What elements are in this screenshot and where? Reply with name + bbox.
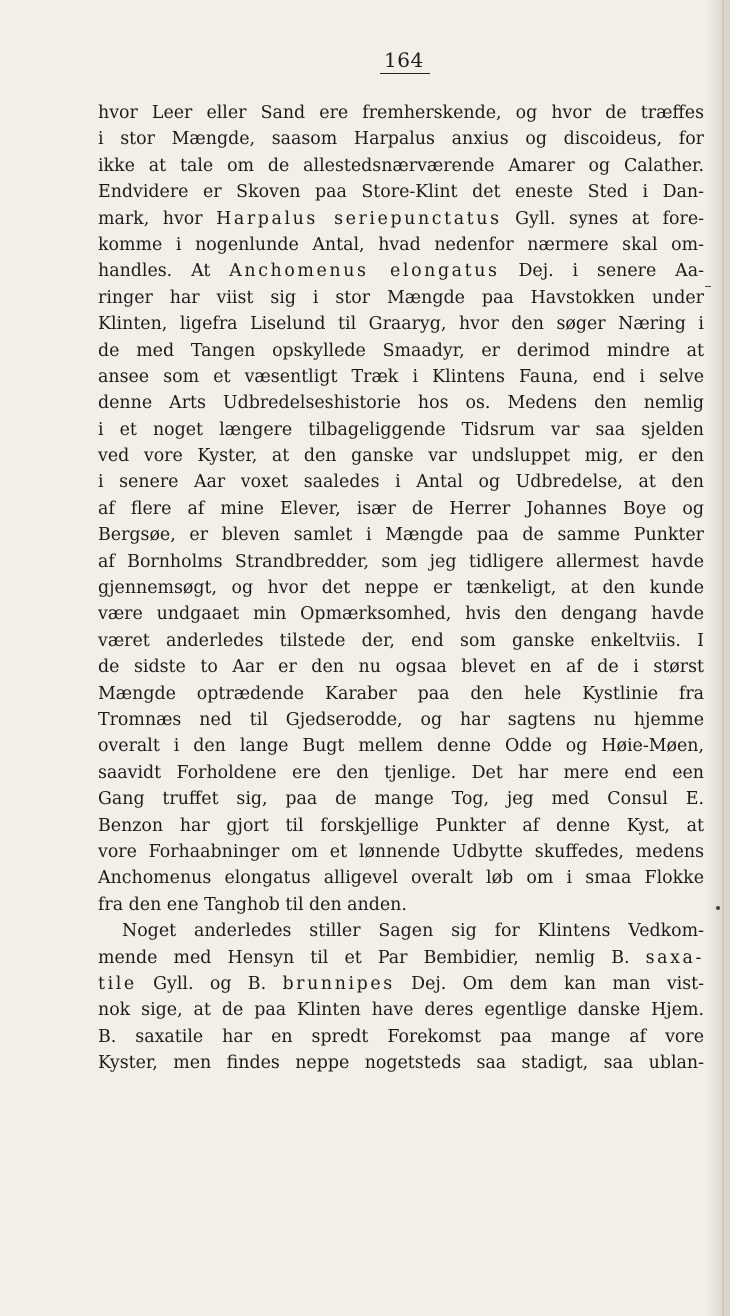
text-line: hvor Leer eller Sand ere fremherskende, og hvor de træffes — [98, 103, 704, 123]
text-line: fra den ene Tanghob til den anden. — [98, 894, 407, 915]
text-line: ikke at tale om de allestedsnærværende Amarer og Calather. — [98, 155, 704, 176]
body-text — [98, 100, 704, 1076]
page-edge — [708, 0, 730, 1316]
page-number: 164 — [380, 48, 430, 74]
text-segment: handles. At — [98, 261, 230, 282]
text-segment: Gyll. og B. — [136, 973, 283, 994]
text-segment: Dej. i senere Aa- — [499, 261, 704, 282]
text-line: denne Arts Udbredelseshistorie hos os. Medens den nemlig — [98, 393, 704, 414]
species-name: saxa- — [645, 947, 704, 968]
text-line: ved vore Kyster, at den ganske var undsluppet mig, er den — [98, 446, 704, 467]
species-name: Anchomenus elongatus — [229, 261, 500, 282]
text-line: de med Tangen opskyllede Smaadyr, er derimod mindre at — [98, 340, 704, 361]
text-line: Gang truffet sig, paa de mange Tog, jeg med Consul E. — [98, 789, 704, 810]
page-edge-line — [722, 0, 724, 1316]
text-line: ringer har viist sig i stor Mængde paa Havstokken under — [98, 287, 704, 308]
species-name: brunnipes — [282, 973, 395, 994]
ink-speck — [716, 906, 720, 910]
text-line: komme i nogenlunde Antal, hvad nedenfor nærmere skal om- — [98, 234, 704, 255]
text-line: Mængde optrædende Karaber paa den hele Kystlinie fra — [98, 683, 704, 704]
text-line: Endvidere er Skoven paa Store-Klint det eneste Sted i Dan- — [98, 182, 704, 203]
text-line — [98, 206, 704, 232]
ink-mark — [705, 286, 711, 287]
text-line: i senere Aar voxet saaledes i Antal og Udbredelse, at den — [98, 472, 704, 493]
text-line: være undgaaet min Opmærksomhed, hvis den dengang havde — [98, 604, 704, 625]
text-line: Noget anderledes stiller Sagen sig for Klintens Vedkom- — [122, 921, 704, 942]
species-name: Harpalus seriepunctatus — [216, 208, 502, 229]
text-segment: mark, hvor — [98, 208, 217, 229]
text-line: saavidt Forholdene ere den tjenlige. Det har mere end een — [98, 762, 704, 783]
text-line: i stor Mængde, saasom Harpalus anxius og discoideus, for — [98, 129, 704, 150]
text-line: Anchomenus elongatus alligevel overalt løb om i smaa Flokke — [98, 868, 704, 889]
text-line — [98, 971, 704, 997]
text-line: gjennemsøgt, og hvor det neppe er tænkeligt, at den kunde — [98, 578, 704, 599]
text-line — [98, 258, 704, 284]
species-name: tile — [98, 973, 137, 994]
text-line: i et noget længere tilbageliggende Tidsrum var saa sjelden — [98, 419, 704, 440]
text-line: Benzon har gjort til forskjellige Punkter af denne Kyst, at — [98, 815, 704, 836]
text-segment: Gyll. synes at fore- — [501, 208, 704, 229]
text-line: Kyster, men findes neppe nogetsteds saa stadigt, saa ublan- — [98, 1053, 704, 1074]
text-line: de sidste to Aar er den nu ogsaa blevet en af de i størst — [98, 657, 704, 678]
text-line: overalt i den lange Bugt mellem denne Odde og Høie-Møen, — [98, 736, 704, 757]
text-line: nok sige, at de paa Klinten have deres egentlige danske Hjem. — [98, 1000, 704, 1021]
text-line — [98, 945, 704, 971]
text-line: af Bornholms Strandbredder, som jeg tidligere allermest havde — [98, 551, 704, 572]
text-segment: mende med Hensyn til et Par Bembidier, nemlig B. — [98, 947, 646, 968]
text-line: Bergsøe, er bleven samlet i Mængde paa de samme Punkter — [98, 525, 704, 546]
text-line: Klinten, ligefra Liselund til Graaryg, hvor den søger Næring i — [98, 314, 704, 335]
text-line: været anderledes tilstede der, end som ganske enkeltviis. I — [98, 630, 704, 651]
text-line: vore Forhaabninger om et lønnende Udbytte skuffedes, medens — [98, 841, 704, 862]
text-segment: Dej. Om dem kan man vist- — [394, 973, 704, 994]
text-line: af flere af mine Elever, især de Herrer Johannes Boye og — [98, 498, 704, 519]
text-line: Tromnæs ned til Gjedserodde, og har sagtens nu hjemme — [98, 709, 704, 730]
text-line: ansee som et væsentligt Træk i Klintens Fauna, end i selve — [98, 366, 704, 387]
text-line: B. saxatile har en spredt Forekomst paa mange af vore — [98, 1026, 704, 1047]
